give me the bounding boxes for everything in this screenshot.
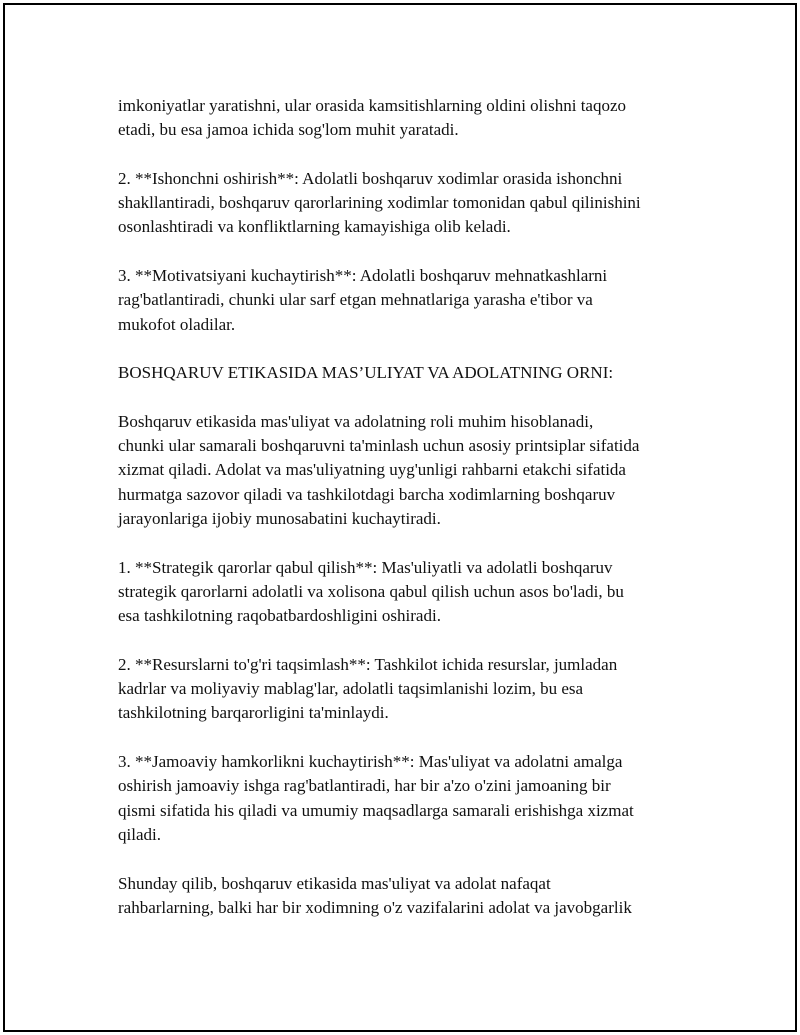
paragraph: 3. **Jamoaviy hamkorlikni kuchaytirish**: Mas'uliyat va adolatni amalga oshirish jamoaviy ishga rag'batlantiradi, har bir a'zo o'zini jamoaning bir qismi sifatida his qiladi va umumiy maqsadlarga samarali erishishga xizmat qiladi.: [118, 752, 634, 844]
paragraph: Boshqaruv etikasida mas'uliyat va adolatning roli muhim hisoblanadi, chunki ular samarali boshqaruvni ta'minlash uchun asosiy printsiplar sifatida xizmat qiladi. Adolat va mas'uliyatning uyg'unligi rahbarni etakchi sifatida hurmatga sazovor qiladi va tashkilotdagi barcha xodimlarning boshqaruv jarayonlariga ijobiy munosabatini kuchaytiradi.: [118, 411, 640, 529]
paragraph: 2. **Resurslarni to'g'ri taqsimlash**: Tashkilot ichida resurslar, jumladan kadrlar va moliyaviy mablag'lar, adolatli taqsimlanishi lozim, bu esa tashkilotning barqarorligini ta'minlaydi.: [118, 654, 618, 723]
paragraph: 2. **Ishonchni oshirish**: Adolatli boshqaruv xodimlar orasida ishonchni shakllantiradi, boshqaruv qarorlarining xodimlar tomonidan qabul qilinishini osonlashtiradi va konfliktlarning kamayishiga olib keladi.: [118, 168, 641, 237]
paragraph: Shunday qilib, boshqaruv etikasida mas'uliyat va adolat nafaqat rahbarlarning, balki har bir xodimning o'z vazifalarini adolat va javobgarlik: [118, 873, 632, 917]
paragraph: 1. **Strategik qarorlar qabul qilish**: Mas'uliyatli va adolatli boshqaruv strategik qarorlarni adolatli va xolisona qabul qilish uchun asos bo'ladi, bu esa tashkilotning raqobatbardoshligini oshiradi.: [118, 557, 624, 626]
section-heading: BOSHQARUV ETIKASIDA MAS’ULIYAT VA ADOLATNING ORNI:: [118, 363, 614, 383]
paragraph: 3. **Motivatsiyani kuchaytirish**: Adolatli boshqaruv mehnatkashlarni rag'batlantiradi, chunki ular sarf etgan mehnatlariga yarasha e'tibor va mukofot oladilar.: [118, 266, 608, 334]
paragraph: imkoniyatlar yaratishni, ular orasida kamsitishlarning oldini olishni taqozo etadi, bu esa jamoa ichida sog'lom muhit yaratadi.: [118, 96, 627, 140]
page-content: [118, 94, 698, 920]
